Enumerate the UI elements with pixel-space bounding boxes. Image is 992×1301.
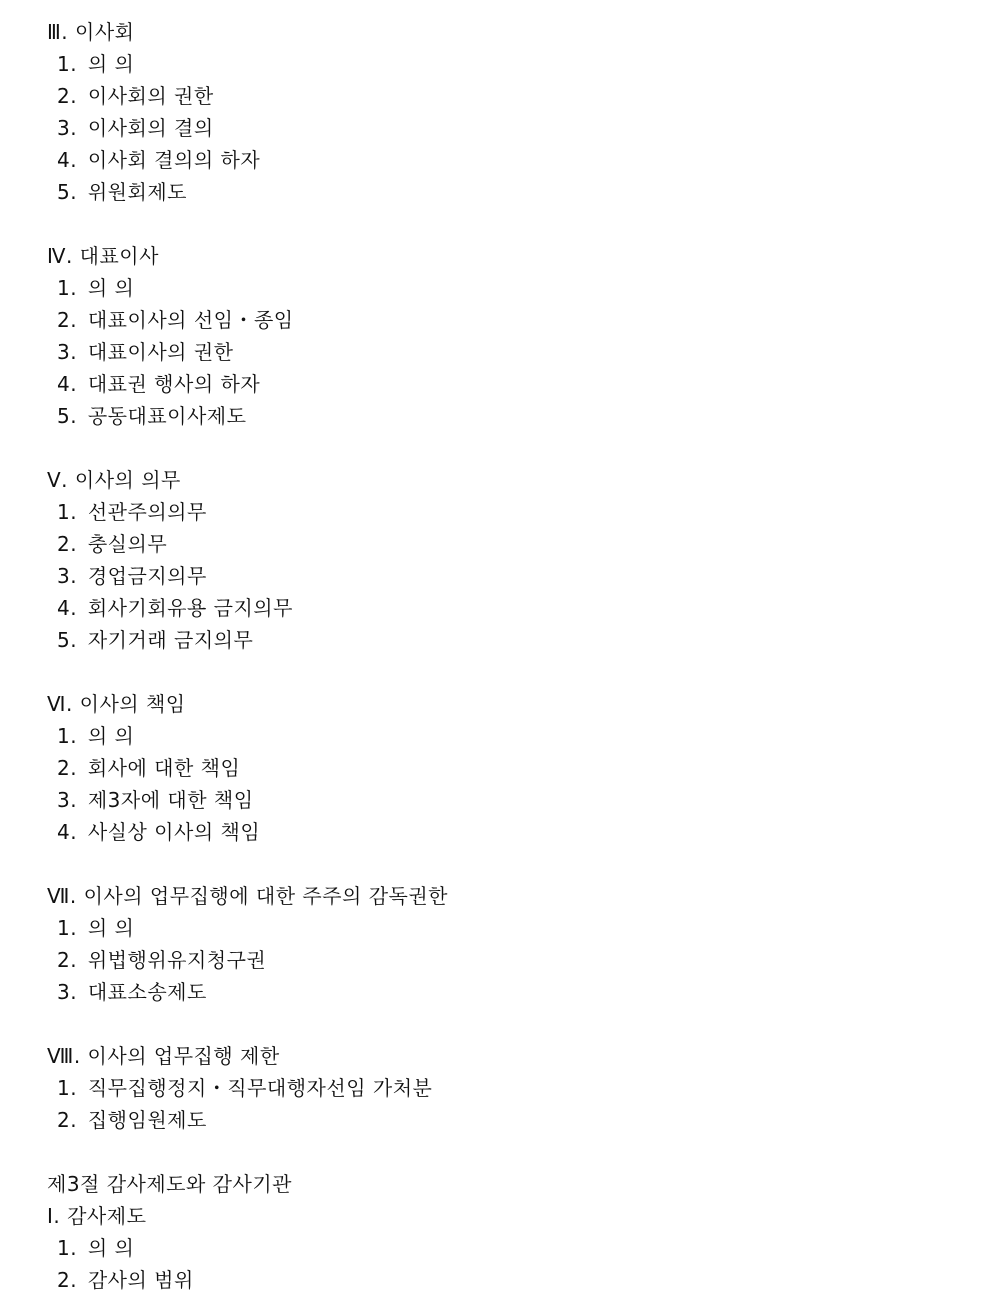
item-text: 의 의 (87, 52, 135, 76)
item-number: 1. (57, 1076, 78, 1100)
list-item (47, 1072, 947, 1104)
item-number: 5. (57, 404, 78, 428)
section-heading-4: Ⅳ. 대표이사 (47, 244, 159, 268)
list-item (47, 560, 947, 592)
list-item (47, 1232, 947, 1264)
item-text: 의 의 (87, 724, 135, 748)
item-text: 경업금지의무 (87, 564, 207, 588)
list-item (47, 112, 947, 144)
section-heading-7: Ⅶ. 이사의 업무집행에 대한 주주의 감독권한 (47, 884, 448, 908)
list-item (47, 752, 947, 784)
list-item (47, 944, 947, 976)
item-text: 직무집행정지・직무대행자선임 가처분 (87, 1076, 433, 1100)
item-text: 충실의무 (87, 532, 168, 556)
list-item (47, 912, 947, 944)
item-text: 대표이사의 권한 (87, 340, 234, 364)
item-text: 의 의 (87, 916, 135, 940)
item-number: 1. (57, 724, 78, 748)
item-number: 3. (57, 340, 78, 364)
item-number: 4. (57, 596, 78, 620)
list-item (47, 368, 947, 400)
item-text: 의 의 (87, 1236, 135, 1260)
item-number: 5. (57, 180, 78, 204)
section-heading-8: Ⅷ. 이사의 업무집행 제한 (47, 1044, 280, 1068)
item-number: 5. (57, 628, 78, 652)
item-number: 3. (57, 564, 78, 588)
item-text: 선관주의의무 (87, 500, 207, 524)
item-text: 위법행위유지청구권 (87, 948, 267, 972)
item-number: 3. (57, 788, 78, 812)
list-item (47, 816, 947, 848)
item-text: 이사회 결의의 하자 (87, 148, 261, 172)
item-number: 3. (57, 116, 78, 140)
item-text: 사실상 이사의 책임 (87, 820, 261, 844)
item-text: 공동대표이사제도 (87, 404, 247, 428)
section-spacer (47, 656, 947, 688)
list-item (47, 976, 947, 1008)
section-heading-3: Ⅲ. 이사회 (47, 20, 135, 44)
item-text: 대표소송제도 (87, 980, 207, 1004)
section-heading-5: Ⅴ. 이사의 의무 (47, 468, 181, 492)
list-item (47, 304, 947, 336)
item-number: 2. (57, 1268, 78, 1292)
list-item (47, 48, 947, 80)
section-heading-1: Ⅰ. 감사제도 (47, 1204, 147, 1228)
list-item (47, 624, 947, 656)
item-text: 집행임원제도 (87, 1108, 207, 1132)
item-text: 대표권 행사의 하자 (87, 372, 261, 396)
item-number: 1. (57, 1236, 78, 1260)
list-item (47, 496, 947, 528)
item-text: 위원회제도 (87, 180, 187, 204)
item-number: 2. (57, 308, 78, 332)
list-item (47, 592, 947, 624)
item-number: 4. (57, 820, 78, 844)
item-number: 2. (57, 756, 78, 780)
item-text: 이사회의 결의 (87, 116, 214, 140)
list-item (47, 784, 947, 816)
item-text: 자기거래 금지의무 (87, 628, 254, 652)
section-spacer (47, 1008, 947, 1040)
list-item (47, 176, 947, 208)
list-item (47, 144, 947, 176)
item-text: 회사에 대한 책임 (87, 756, 241, 780)
list-item (47, 1264, 947, 1296)
item-number: 2. (57, 84, 78, 108)
section-spacer (47, 432, 947, 464)
item-text: 이사회의 권한 (87, 84, 214, 108)
item-text: 회사기회유용 금지의무 (87, 596, 293, 620)
list-item (47, 1104, 947, 1136)
list-item (47, 720, 947, 752)
list-item (47, 400, 947, 432)
table-of-contents (47, 16, 947, 1296)
item-number: 1. (57, 276, 78, 300)
section-spacer (47, 1136, 947, 1168)
item-text: 감사의 범위 (87, 1268, 194, 1292)
chapter-heading: 제3절 감사제도와 감사기관 (47, 1172, 292, 1196)
item-number: 2. (57, 532, 78, 556)
item-number: 2. (57, 948, 78, 972)
item-number: 1. (57, 500, 78, 524)
list-item (47, 272, 947, 304)
section-heading-6: Ⅵ. 이사의 책임 (47, 692, 186, 716)
item-text: 대표이사의 선임・종임 (87, 308, 294, 332)
item-number: 4. (57, 372, 78, 396)
list-item (47, 528, 947, 560)
list-item (47, 80, 947, 112)
item-text: 제3자에 대한 책임 (87, 788, 254, 812)
item-number: 2. (57, 1108, 78, 1132)
section-spacer (47, 208, 947, 240)
item-text: 의 의 (87, 276, 135, 300)
item-number: 1. (57, 52, 78, 76)
list-item (47, 336, 947, 368)
item-number: 1. (57, 916, 78, 940)
item-number: 3. (57, 980, 78, 1004)
section-spacer (47, 848, 947, 880)
item-number: 4. (57, 148, 78, 172)
